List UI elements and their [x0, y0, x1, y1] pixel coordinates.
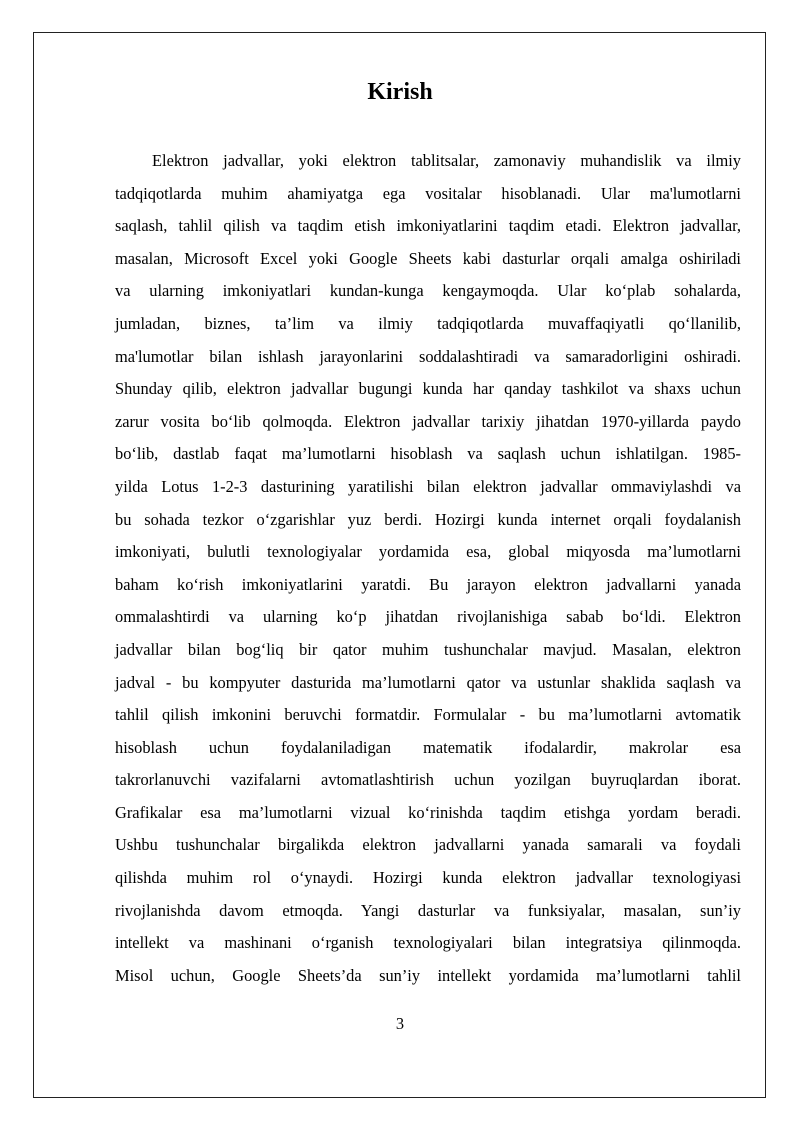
- text-line: rivojlanishda davom etmoqda. Yangi dasturlar va funksiyalar, masalan, sun’iy: [115, 900, 741, 920]
- text-line: Misol uchun, Google Sheets’da sun’iy intellekt yordamida ma’lumotlarni tahlil: [115, 965, 741, 985]
- text-line: saqlash, tahlil qilish va taqdim etish imkoniyatlarini taqdim etadi. Elektron jadvallar,: [115, 216, 741, 236]
- text-line: ma'lumotlar bilan ishlash jarayonlarini soddalashtiradi va samaradorligini oshiradi.: [115, 346, 741, 366]
- text-line: Ushbu tushunchalar birgalikda elektron jadvallarni yanada samarali va foydali: [115, 835, 741, 855]
- text-line: Shunday qilib, elektron jadvallar bugungi kunda har qanday tashkilot va shaxs uchun: [115, 379, 741, 399]
- text-line: qilishda muhim rol o‘ynaydi. Hozirgi kunda elektron jadvallar texnologiyasi: [115, 868, 741, 888]
- text-line: Grafikalar esa ma’lumotlarni vizual ko‘rinishda taqdim etishga yordam beradi.: [115, 802, 741, 822]
- body-text: [115, 145, 741, 992]
- text-line: bo‘lib, dastlab faqat ma’lumotlarni hisoblash va saqlash uchun ishlatilgan. 1985-: [115, 444, 741, 464]
- text-line: yilda Lotus 1-2-3 dasturining yaratilishi bilan elektron jadvallar ommaviylashdi va: [115, 476, 741, 496]
- text-line: va ularning imkoniyatlari kundan-kunga kengaymoqda. Ular ko‘plab sohalarda,: [115, 281, 741, 301]
- text-line: jumladan, biznes, ta’lim va ilmiy tadqiqotlarda muvaffaqiyatli qo‘llanilib,: [115, 313, 741, 333]
- text-line: masalan, Microsoft Excel yoki Google Sheets kabi dasturlar orqali amalga oshiriladi: [115, 248, 741, 268]
- page-title: Kirish: [367, 79, 433, 105]
- text-line: baham ko‘rish imkoniyatlarini yaratdi. Bu jarayon elektron jadvallarni yanada: [115, 574, 741, 594]
- text-line: ommalashtirdi va ularning ko‘p jihatdan rivojlanishiga sabab bo‘ldi. Elektron: [115, 607, 741, 627]
- text-line: zarur vosita bo‘lib qolmoqda. Elektron jadvallar tarixiy jihatdan 1970-yillarda paydo: [115, 411, 741, 431]
- page-number: 3: [395, 1014, 405, 1033]
- text-line: imkoniyati, bulutli texnologiyalar yordamida esa, global miqyosda ma’lumotlarni: [115, 542, 741, 562]
- text-line: jadvallar bilan bog‘liq bir qator muhim tushunchalar mavjud. Masalan, elektron: [115, 639, 741, 659]
- text-line: hisoblash uchun foydalaniladigan matematik ifodalardir, makrolar esa: [115, 737, 741, 757]
- text-line: takrorlanuvchi vazifalarni avtomatlashtirish uchun yozilgan buyruqlardan iborat.: [115, 770, 741, 790]
- text-line: jadval - bu kompyuter dasturida ma’lumotlarni qator va ustunlar shaklida saqlash va: [115, 672, 741, 692]
- text-line: tadqiqotlarda muhim ahamiyatga ega vositalar hisoblanadi. Ular ma'lumotlarni: [115, 183, 741, 203]
- text-line: tahlil qilish imkonini beruvchi formatdir. Formulalar - bu ma’lumotlarni avtomatik: [115, 705, 741, 725]
- text-line: intellekt va mashinani o‘rganish texnologiyalari bilan integratsiya qilinmoqda.: [115, 933, 741, 953]
- text-line: Elektron jadvallar, yoki elektron tablitsalar, zamonaviy muhandislik va ilmiy: [152, 151, 741, 170]
- text-line: bu sohada tezkor o‘zgarishlar yuz berdi. Hozirgi kunda internet orqali foydalanish: [115, 509, 741, 529]
